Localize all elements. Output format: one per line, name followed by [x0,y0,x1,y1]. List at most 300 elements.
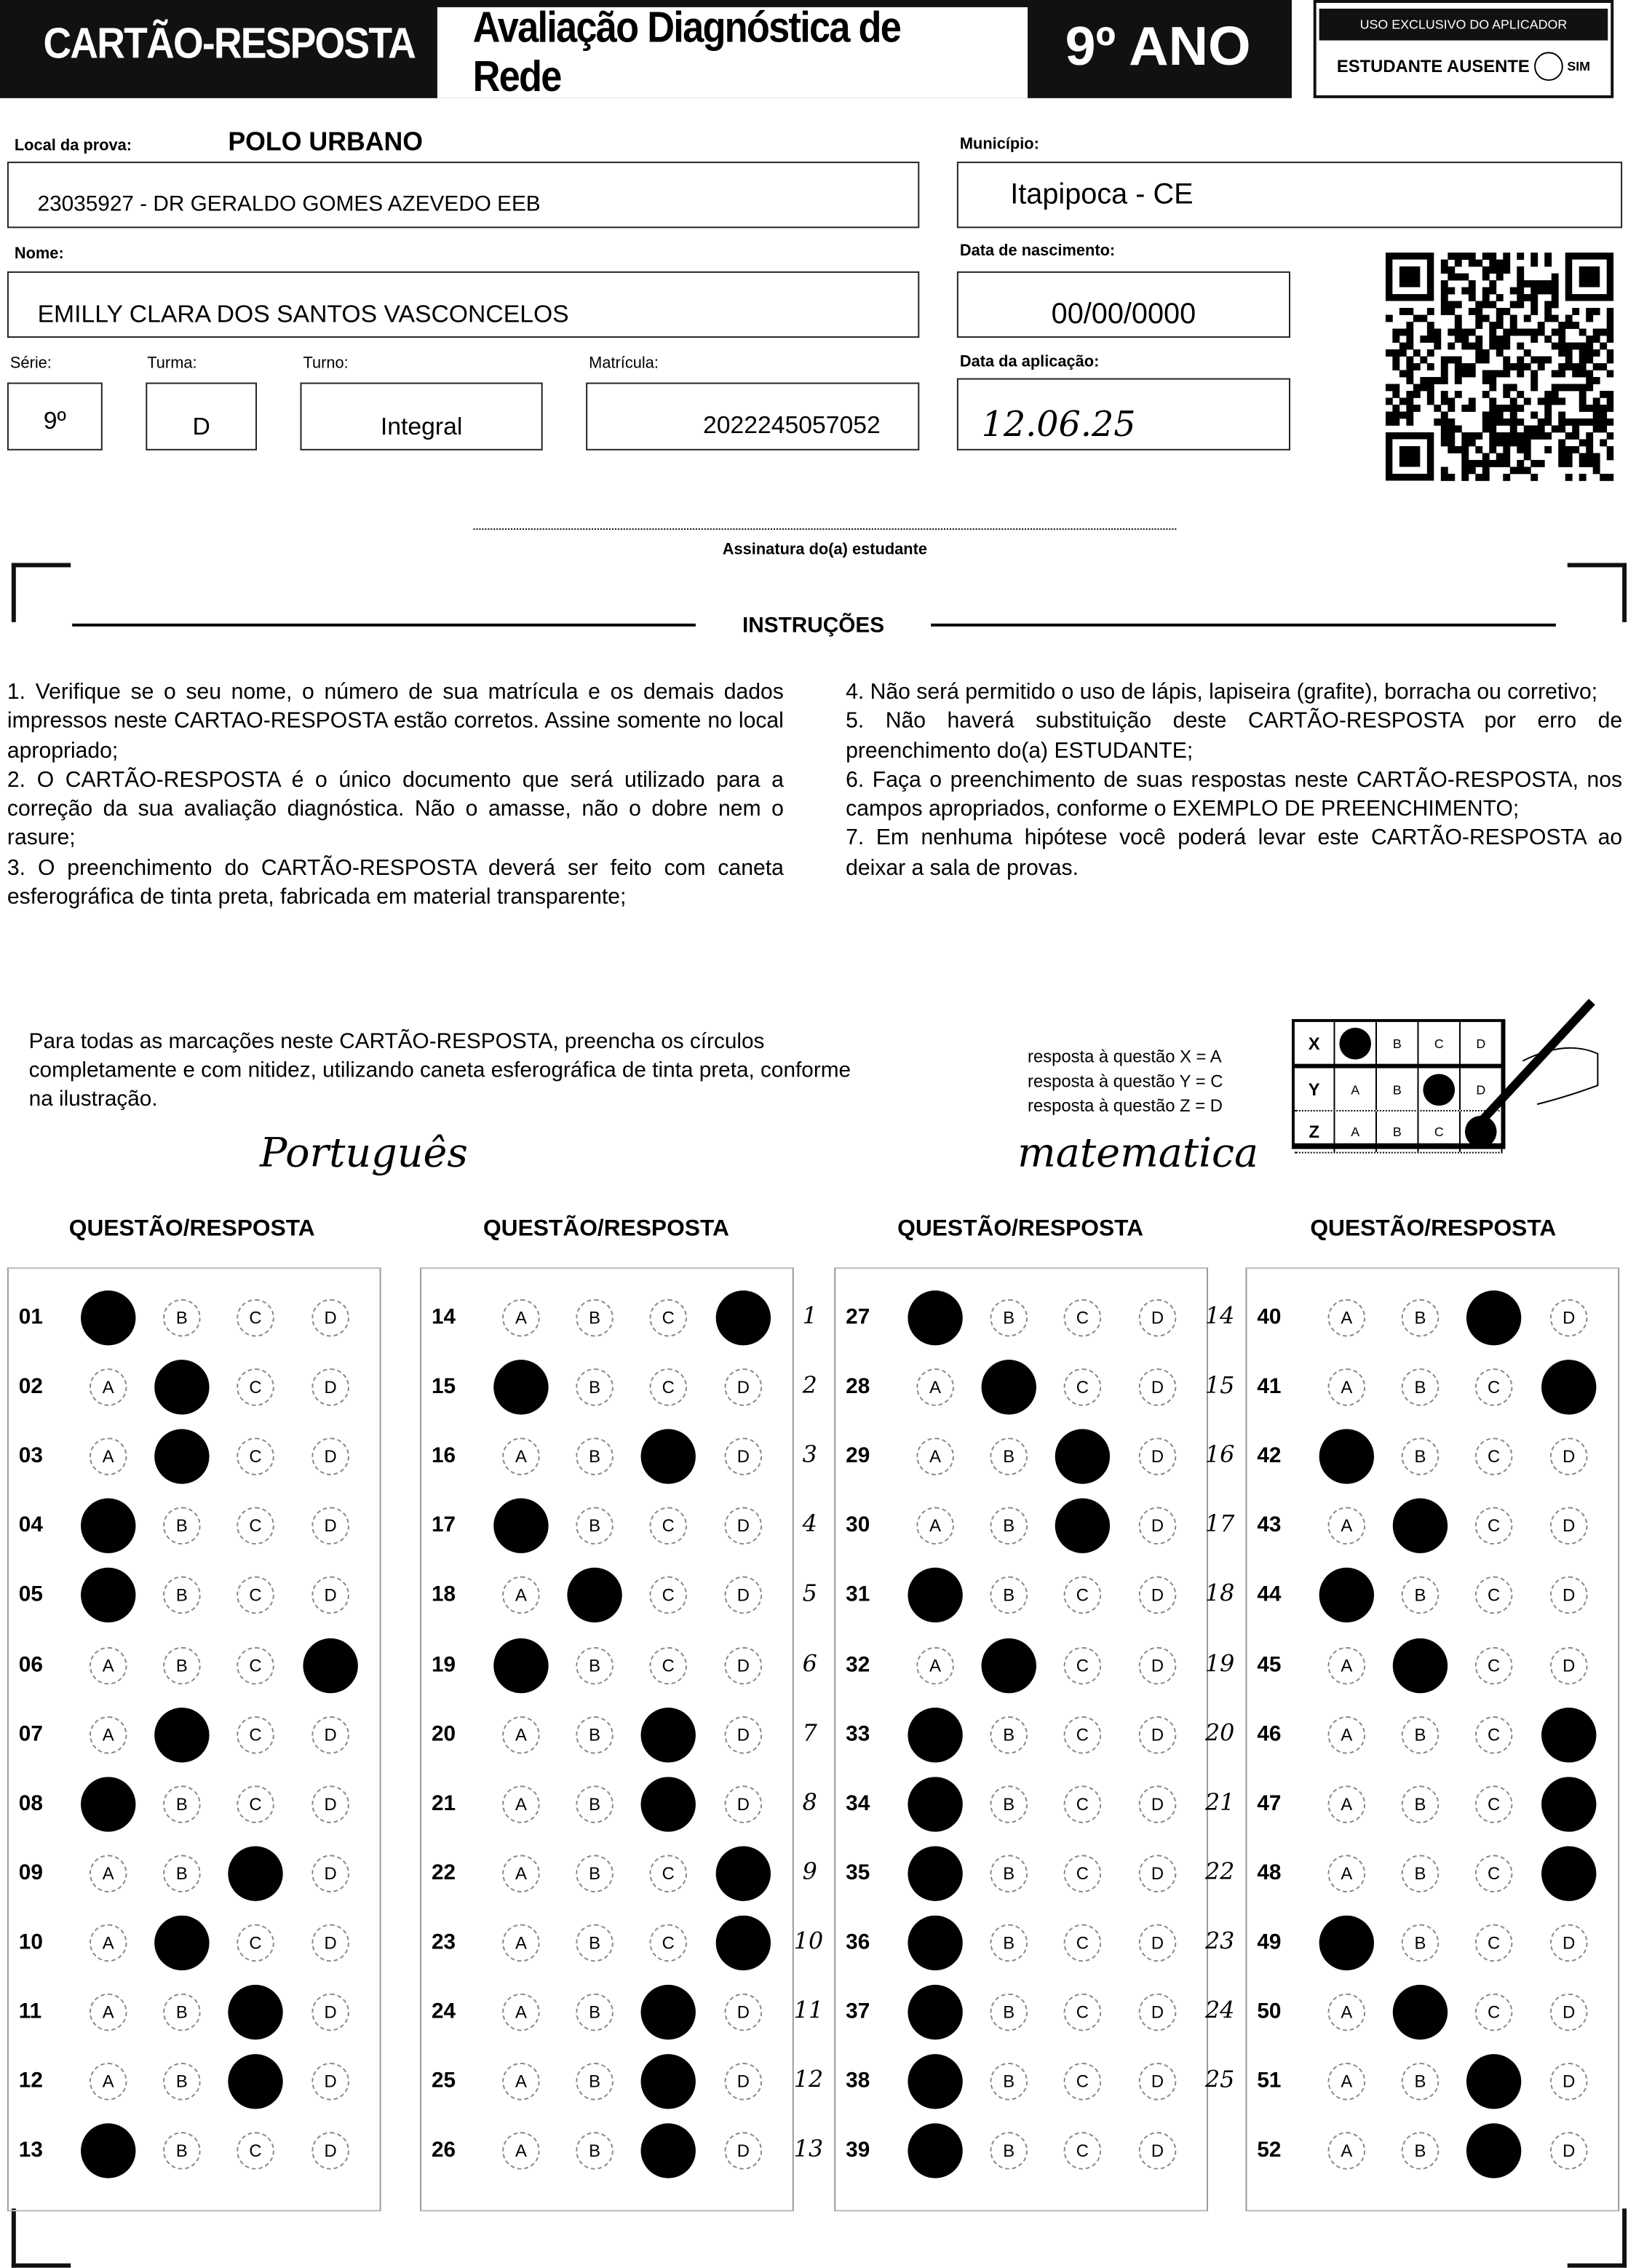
answer-bubble[interactable]: C [237,1646,274,1684]
example-bubble: D [1476,1082,1486,1097]
answer-bubble[interactable]: D [311,2133,349,2170]
answer-bubble-filled[interactable] [1541,1707,1596,1761]
answer-bubble[interactable]: D [1139,1368,1177,1406]
example-cell [1419,1022,1461,1064]
answer-bubble[interactable]: D [1550,1994,1588,2031]
answer-bubble[interactable]: A [90,1994,127,2031]
answer-bubble-filled[interactable] [303,1638,357,1692]
answer-bubble-filled[interactable] [908,1846,962,1900]
question-number: 25 [431,2069,456,2093]
answer-bubble[interactable]: B [990,1438,1028,1476]
answer-bubble[interactable]: C [1064,2133,1102,2170]
answer-bubble[interactable]: A [916,1507,954,1545]
answer-bubble[interactable]: D [725,1994,763,2031]
answer-bubble[interactable]: B [990,1507,1028,1545]
answer-bubble[interactable]: B [990,1924,1028,1962]
turma-label: Turma: [147,354,197,373]
answer-bubble-filled[interactable] [641,1430,696,1484]
answer-bubble[interactable]: D [1550,1646,1588,1684]
answer-bubble[interactable]: C [1475,1716,1513,1753]
answer-bubble[interactable]: C [237,1924,274,1962]
answer-bubble[interactable]: A [1328,2133,1366,2170]
answer-bubble-filled[interactable] [641,2124,696,2178]
answer-bubble[interactable]: C [1475,1646,1513,1684]
answer-bubble[interactable]: B [163,1785,201,1823]
example-cell [1335,1022,1378,1064]
answer-bubble[interactable]: C [237,1299,274,1337]
answer-bubble[interactable]: D [1139,2063,1177,2101]
answer-bubble-filled[interactable] [1393,1985,1448,2039]
turma-value: D [192,412,210,440]
corner-mark [12,2208,71,2267]
answer-bubble[interactable]: D [1550,1438,1588,1476]
handwritten-subject-matematica: matematica [1017,1128,1259,1177]
handwritten-number: 5 [802,1579,817,1608]
question-number: 39 [846,2138,870,2163]
answer-bubble[interactable]: A [1328,1299,1366,1337]
answer-bubble-filled[interactable] [154,1915,209,1970]
answer-bubble-filled[interactable] [228,2054,282,2109]
instructions-right: 4. Não será permitido o uso de lápis, lapiseira (grafite), borracha ou corretivo; 5. Não haverá substituição deste CARTÃO-RESPOSTA por erro de preenchimento do(a) ESTUDANTE; 6. Faça o preenchimento de suas respostas neste CARTÃO-RESPOSTA, nos campos apropriados, conforme o EXEMPLO DE PREENCHIMENTO; 7. Em nenhuma hipótese você poderá levar este CARTÃO-RESPOSTA ao deixar a sala de provas. [846,680,1623,881]
answer-bubble-filled[interactable] [1319,1430,1374,1484]
answer-bubble[interactable]: D [1550,1577,1588,1614]
question-number: 29 [846,1443,870,1469]
qr-code [1386,253,1613,483]
aplicacao-label: Data da aplicação: [959,353,1100,371]
answer-bubble[interactable]: D [311,1299,349,1337]
question-number: 43 [1257,1512,1282,1538]
answer-bubble[interactable]: B [576,1507,614,1545]
column-header: QUESTÃO/RESPOSTA [1310,1216,1557,1242]
answer-bubble[interactable]: A [502,1716,540,1753]
question-number: 46 [1257,1721,1282,1746]
answer-bubble[interactable]: C [1064,1855,1102,1892]
answer-bubble-filled[interactable] [81,1290,135,1345]
answer-bubble[interactable]: B [990,1577,1028,1614]
example-line: resposta à questão Y = C [1028,1071,1223,1092]
answer-bubble[interactable]: C [237,1438,274,1476]
answer-bubble-filled[interactable] [81,1777,135,1831]
answer-bubble[interactable]: D [1139,1994,1177,2031]
answer-bubble[interactable]: B [990,1994,1028,2031]
answer-bubble[interactable]: A [90,1855,127,1892]
question-number: 38 [846,2069,870,2093]
handwritten-number: 4 [802,1510,817,1538]
answer-bubble[interactable]: D [1139,2133,1177,2170]
question-number: 04 [18,1512,43,1538]
answer-bubble[interactable]: A [1328,1368,1366,1406]
answer-bubble-filled[interactable] [908,1777,962,1831]
answer-bubble[interactable]: D [725,1438,763,1476]
answer-bubble[interactable]: B [576,1716,614,1753]
question-number: 27 [846,1304,870,1330]
answer-bubble[interactable]: C [1475,1577,1513,1614]
answer-bubble[interactable]: B [163,2063,201,2101]
answer-bubble[interactable]: C [1475,1507,1513,1545]
answer-bubble-filled[interactable] [908,1290,962,1345]
answer-bubble[interactable]: D [1550,1924,1588,1962]
answer-bubble[interactable]: D [311,1507,349,1545]
handwritten-number: 21 [1204,1788,1235,1816]
answer-bubble[interactable]: A [916,1438,954,1476]
answer-bubble[interactable]: B [990,1299,1028,1337]
answer-bubble[interactable]: B [163,1299,201,1337]
answer-bubble[interactable]: B [576,1368,614,1406]
question-number: 52 [1257,2138,1282,2163]
answer-bubble-filled[interactable] [493,1360,548,1414]
answer-bubble[interactable]: B [1402,1577,1440,1614]
column-header: QUESTÃO/RESPOSTA [483,1216,729,1242]
answer-bubble-filled[interactable] [1466,1290,1521,1345]
answer-bubble[interactable]: C [649,1507,687,1545]
answer-bubble-filled[interactable] [908,2124,962,2178]
example-cell [1377,1068,1419,1111]
answer-bubble[interactable]: D [1139,1577,1177,1614]
handwritten-number: 13 [793,2135,824,2163]
answer-bubble[interactable]: A [502,2063,540,2101]
exam-title-box [437,3,1028,100]
answer-bubble[interactable]: A [1328,1855,1366,1892]
answer-bubble[interactable]: D [725,2133,763,2170]
example-bubble: C [1434,1035,1444,1050]
handwritten-number: 24 [1204,1996,1235,2024]
matricula-value: 2022245057052 [702,411,881,438]
answer-bubble-filled[interactable] [1541,1360,1596,1414]
serie-box [7,383,103,451]
answer-bubble-filled[interactable] [154,1707,209,1761]
answer-bubble[interactable]: B [163,2133,201,2170]
answer-bubble[interactable]: C [1064,1924,1102,1962]
answer-bubble-filled[interactable] [493,1638,548,1692]
answer-bubble[interactable]: D [1139,1855,1177,1892]
answer-bubble-filled[interactable] [1393,1638,1448,1692]
grade-title: 9º ANO [1065,17,1251,79]
question-number: 06 [18,1652,43,1677]
answer-bubble[interactable]: D [725,1716,763,1753]
answer-bubble-filled[interactable] [641,1985,696,2039]
absent-bubble[interactable] [1534,52,1563,81]
answer-bubble[interactable]: B [576,2063,614,2101]
question-number: 12 [18,2069,43,2093]
answer-bubble[interactable]: B [576,1646,614,1684]
answer-bubble[interactable]: B [990,1716,1028,1753]
answer-bubble[interactable]: B [576,1924,614,1962]
answer-bubble-filled[interactable] [81,2124,135,2178]
answer-bubble[interactable]: C [649,1924,687,1962]
answer-bubble[interactable]: D [725,1507,763,1545]
answer-bubble[interactable]: C [1064,1299,1102,1337]
answer-bubble[interactable]: D [311,1368,349,1406]
sheet-title: CARTÃO-RESPOSTA [43,20,416,68]
answer-bubble[interactable]: D [311,1855,349,1892]
answer-bubble-filled[interactable] [228,1985,282,2039]
answer-bubble[interactable]: D [311,2063,349,2101]
answer-bubble[interactable]: C [237,1785,274,1823]
answer-bubble[interactable]: C [1475,1924,1513,1962]
matricula-box [586,383,919,451]
answer-bubble-filled[interactable] [982,1360,1036,1414]
answer-bubble-filled[interactable] [1466,2054,1521,2109]
answer-bubble[interactable]: C [1064,1646,1102,1684]
aplicacao-value: 12.06.25 [981,404,1136,445]
answer-bubble[interactable]: D [1139,1438,1177,1476]
divider [931,624,1556,627]
answer-bubble[interactable]: A [1328,1646,1366,1684]
example-question: Z [1295,1111,1335,1152]
answer-bubble[interactable]: B [1402,1438,1440,1476]
answer-bubble[interactable]: D [311,1994,349,2031]
answer-bubble[interactable]: A [916,1646,954,1684]
handwritten-number: 7 [802,1718,817,1746]
answer-bubble[interactable]: D [1550,2063,1588,2101]
question-number: 11 [18,1999,42,2024]
answer-bubble[interactable]: B [163,1577,201,1614]
answer-bubble[interactable]: A [916,1368,954,1406]
handwritten-number: 19 [1204,1649,1235,1677]
answer-bubble[interactable]: B [576,1438,614,1476]
answer-bubble[interactable]: C [1475,1785,1513,1823]
nascimento-box [957,271,1290,338]
answer-bubble[interactable]: B [163,1994,201,2031]
corner-mark [1568,2208,1627,2267]
question-number: 23 [431,1930,456,1955]
answer-bubble[interactable]: B [576,1299,614,1337]
answer-bubble-filled[interactable] [641,2054,696,2109]
answer-bubble[interactable]: B [1402,1855,1440,1892]
question-number: 19 [431,1652,456,1677]
example-question: Y [1295,1068,1335,1111]
local-value: POLO URBANO [228,127,424,156]
answer-bubble[interactable]: D [1550,2133,1588,2170]
answer-bubble[interactable]: C [237,1577,274,1614]
answer-bubble[interactable]: A [90,1716,127,1753]
answer-bubble[interactable]: C [649,1646,687,1684]
answer-bubble[interactable]: A [1328,1716,1366,1753]
answer-bubble[interactable]: B [576,1785,614,1823]
handwritten-number: 14 [1204,1301,1235,1330]
answer-bubble-filled[interactable] [716,1290,771,1345]
turma-box [146,383,257,451]
handwritten-number: 16 [1204,1440,1235,1469]
answer-bubble-filled[interactable] [154,1430,209,1484]
answer-bubble[interactable]: C [649,1577,687,1614]
answer-bubble-filled[interactable] [1541,1846,1596,1900]
answer-bubble[interactable]: C [237,1716,274,1753]
question-number: 01 [18,1304,43,1330]
answer-bubble[interactable]: B [163,1507,201,1545]
question-number: 44 [1257,1582,1282,1608]
handwritten-number: 15 [1204,1371,1235,1399]
answer-bubble[interactable]: A [502,1785,540,1823]
answer-bubble[interactable]: C [237,2133,274,2170]
answer-bubble-filled[interactable] [641,1777,696,1831]
answer-bubble[interactable]: B [576,2133,614,2170]
answer-bubble-filled[interactable] [716,1915,771,1970]
answer-bubble[interactable]: B [1402,2063,1440,2101]
answer-bubble[interactable]: D [1139,1507,1177,1545]
answer-bubble[interactable]: A [90,1646,127,1684]
answer-bubble[interactable]: C [1475,1368,1513,1406]
example-bubble: B [1392,1035,1402,1050]
answer-bubble[interactable]: D [311,1785,349,1823]
handwritten-subject-portugues: Português [259,1128,468,1177]
handwritten-number: 6 [802,1649,817,1677]
answer-bubble[interactable]: B [163,1855,201,1892]
answer-bubble[interactable]: A [502,1994,540,2031]
municipio-value: Itapipoca - CE [1010,178,1194,210]
question-number: 14 [431,1304,456,1330]
answer-bubble-filled[interactable] [982,1638,1036,1692]
answer-bubble-filled[interactable] [1466,2124,1521,2178]
example-cell [1335,1068,1378,1111]
answer-bubble[interactable]: C [1064,1994,1102,2031]
answer-bubble[interactable]: B [576,1994,614,2031]
answer-bubble[interactable]: D [1139,1646,1177,1684]
answer-bubble[interactable]: C [649,1368,687,1406]
answer-bubble[interactable]: D [725,1646,763,1684]
answer-bubble[interactable]: C [237,1507,274,1545]
example-bubble-filled [1339,1027,1371,1059]
question-number: 20 [431,1721,456,1746]
municipio-box [957,162,1622,228]
question-number: 42 [1257,1443,1282,1469]
answer-bubble[interactable]: D [725,2063,763,2101]
example-bubble: B [1392,1082,1402,1097]
example-line: resposta à questão X = A [1028,1046,1222,1067]
answer-bubble[interactable]: B [1402,1368,1440,1406]
answer-bubble[interactable]: B [1402,1716,1440,1753]
answer-bubble-filled[interactable] [908,2054,962,2109]
answer-bubble[interactable]: C [1064,1577,1102,1614]
corner-mark [12,563,71,622]
answer-bubble[interactable]: A [90,1438,127,1476]
answer-bubble[interactable]: D [1139,1924,1177,1962]
example-bubble: C [1434,1124,1444,1139]
answer-bubble[interactable]: D [725,1577,763,1614]
question-number: 41 [1257,1374,1282,1399]
answer-bubble[interactable]: D [1550,1507,1588,1545]
answer-bubble-filled[interactable] [1319,1915,1374,1970]
question-number: 48 [1257,1860,1282,1885]
aplicacao-box [957,378,1290,451]
answer-bubble[interactable]: D [1550,1299,1588,1337]
handwritten-number: 20 [1204,1718,1235,1746]
answer-bubble-filled[interactable] [908,1985,962,2039]
question-number: 35 [846,1860,870,1885]
answer-bubble[interactable]: A [502,1577,540,1614]
answer-bubble[interactable]: A [90,1924,127,1962]
answer-bubble[interactable]: D [1139,1785,1177,1823]
example-bubble: A [1351,1124,1360,1139]
example-bubble: D [1476,1035,1486,1050]
question-number: 15 [431,1374,456,1399]
answer-bubble[interactable]: B [990,2063,1028,2101]
answer-bubble[interactable]: A [1328,1994,1366,2031]
question-number: 26 [431,2138,456,2163]
answer-bubble[interactable]: B [990,1855,1028,1892]
answer-bubble[interactable]: C [237,1368,274,1406]
answer-bubble-filled[interactable] [1055,1430,1110,1484]
answer-bubble[interactable]: D [311,1438,349,1476]
answer-bubble[interactable]: C [1064,1785,1102,1823]
answer-bubble[interactable]: D [725,1785,763,1823]
answer-bubble[interactable]: B [990,2133,1028,2170]
example-cell [1335,1111,1378,1152]
example-line: resposta à questão Z = D [1028,1095,1223,1117]
answer-bubble[interactable]: A [90,1368,127,1406]
answer-bubble[interactable]: B [1402,1299,1440,1337]
question-number: 28 [846,1374,870,1399]
exam-title: Avaliação Diagnóstica de Rede [472,3,901,100]
absent-option: SIM [1567,59,1591,74]
answer-bubble[interactable]: B [1402,2133,1440,2170]
answer-bubble[interactable]: C [1475,1855,1513,1892]
answer-bubble-filled[interactable] [908,1915,962,1970]
answer-bubble-filled[interactable] [1541,1777,1596,1831]
answer-bubble[interactable]: A [1328,1507,1366,1545]
answer-bubble[interactable]: D [311,1577,349,1614]
answer-bubble[interactable]: A [502,1438,540,1476]
handwritten-number: 10 [793,1927,824,1955]
answer-bubble[interactable]: C [1064,1716,1102,1753]
serie-value: 9º [43,406,66,434]
answer-bubble[interactable]: C [1064,2063,1102,2101]
answer-bubble[interactable]: D [725,1368,763,1406]
answer-bubble-filled[interactable] [908,1707,962,1761]
answer-bubble[interactable]: C [649,1299,687,1337]
answer-bubble[interactable]: A [502,1855,540,1892]
answer-bubble[interactable]: A [1328,1785,1366,1823]
answer-bubble[interactable]: C [649,1855,687,1892]
answer-bubble[interactable]: B [576,1855,614,1892]
answer-bubble[interactable]: D [311,1716,349,1753]
question-number: 49 [1257,1930,1282,1955]
answer-bubble[interactable]: B [1402,1785,1440,1823]
question-number: 18 [431,1582,456,1608]
answer-bubble[interactable]: A [502,1299,540,1337]
answer-bubble[interactable]: C [1064,1368,1102,1406]
answer-bubble[interactable]: B [163,1646,201,1684]
handwritten-number: 8 [802,1788,817,1816]
example-bubble-filled [1423,1074,1455,1106]
question-number: 31 [846,1582,870,1608]
answer-bubble-filled[interactable] [716,1846,771,1900]
signature-line [473,528,1176,530]
example-lines [1028,1045,1223,1119]
example-cell [1419,1111,1461,1152]
answer-bubble-filled[interactable] [228,1846,282,1900]
answer-bubble[interactable]: C [1475,1438,1513,1476]
answer-bubble[interactable]: A [502,1924,540,1962]
question-number: 30 [846,1512,870,1538]
answer-bubble[interactable]: D [1139,1716,1177,1753]
answer-bubble[interactable]: D [311,1924,349,1962]
answer-bubble-filled[interactable] [641,1707,696,1761]
answer-bubble[interactable]: A [1328,2063,1366,2101]
answer-bubble[interactable]: D [1139,1299,1177,1337]
handwritten-number: 11 [793,1996,824,2024]
answer-bubble-filled[interactable] [154,1360,209,1414]
column-header: QUESTÃO/RESPOSTA [68,1216,315,1242]
answer-bubble[interactable]: A [502,2133,540,2170]
handwritten-number: 18 [1204,1579,1235,1608]
answer-bubble[interactable]: A [90,2063,127,2101]
answer-bubble[interactable]: C [1475,1994,1513,2031]
answer-bubble[interactable]: B [1402,1924,1440,1962]
answer-bubble[interactable]: B [990,1785,1028,1823]
example-question: X [1295,1022,1335,1064]
question-number: 16 [431,1443,456,1469]
